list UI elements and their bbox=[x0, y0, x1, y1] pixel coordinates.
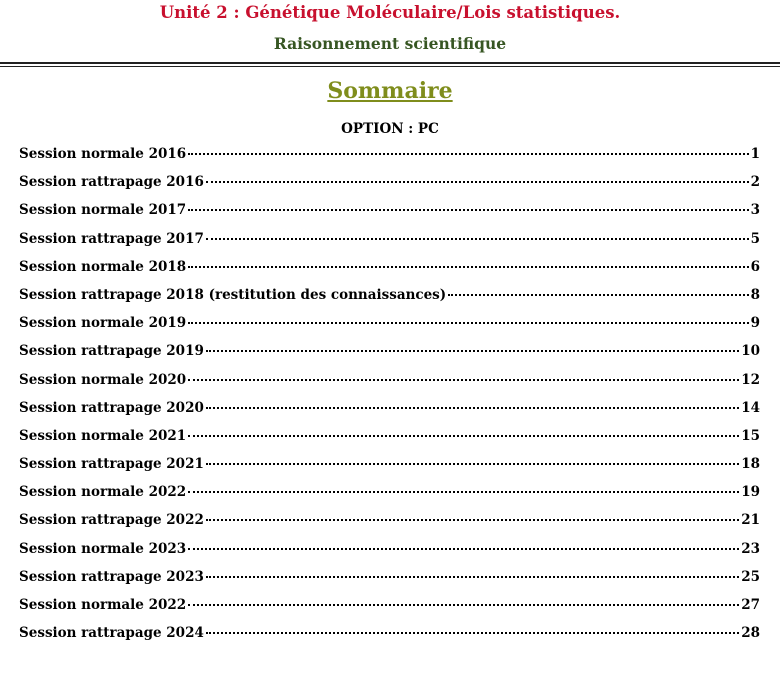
toc-entry-label: Session normale 2018 bbox=[19, 258, 187, 275]
toc-entry[interactable] bbox=[19, 456, 760, 484]
toc-dot-leader bbox=[188, 266, 748, 268]
toc-entry-label: Session rattrapage 2024 bbox=[19, 625, 204, 642]
toc-entry[interactable] bbox=[19, 146, 760, 174]
toc-entry[interactable] bbox=[19, 343, 760, 371]
toc-entry-label: Session rattrapage 2016 bbox=[19, 174, 204, 191]
option-label: OPTION : PC bbox=[341, 121, 439, 137]
header-divider-thin bbox=[0, 66, 780, 67]
toc-entry[interactable] bbox=[19, 569, 760, 597]
toc-entry-page-number: 1 bbox=[750, 146, 760, 162]
toc-entry[interactable] bbox=[19, 541, 760, 569]
summary-heading: Sommaire bbox=[327, 78, 453, 104]
toc-dot-leader bbox=[206, 350, 739, 352]
toc-entry-label: Session normale 2020 bbox=[19, 371, 187, 388]
toc-entry-page-number: 25 bbox=[741, 568, 760, 585]
toc-dot-leader bbox=[448, 294, 748, 296]
toc-dot-leader bbox=[206, 407, 739, 409]
toc-entry-label: Session normale 2023 bbox=[19, 540, 187, 557]
toc-dot-leader bbox=[206, 576, 739, 578]
toc-entry-label: Session normale 2017 bbox=[19, 202, 187, 219]
toc-dot-leader bbox=[188, 153, 748, 155]
toc-entry[interactable] bbox=[19, 372, 760, 400]
toc-entry-page-number: 27 bbox=[741, 597, 760, 613]
toc-entry[interactable] bbox=[19, 231, 760, 259]
toc-entry[interactable] bbox=[19, 259, 760, 287]
toc-entry-label: Session normale 2019 bbox=[19, 315, 187, 332]
toc-entry-page-number: 28 bbox=[741, 625, 760, 642]
toc-entry-page-number: 21 bbox=[741, 512, 760, 529]
toc-entry[interactable] bbox=[19, 597, 760, 625]
toc-dot-leader bbox=[188, 209, 748, 211]
document-title: Unité 2 : Génétique Moléculaire/Lois statistiques. bbox=[159, 3, 621, 22]
toc-entry[interactable] bbox=[19, 287, 760, 315]
header-divider-thick bbox=[0, 62, 780, 64]
toc-entry-label: Session rattrapage 2018 (restitution des connaissances) bbox=[19, 286, 447, 303]
toc-entry[interactable] bbox=[19, 315, 760, 343]
toc-entry[interactable] bbox=[19, 428, 760, 456]
toc-entry[interactable] bbox=[19, 625, 760, 653]
toc-entry-label: Session normale 2022 bbox=[19, 597, 187, 613]
toc-dot-leader bbox=[188, 548, 739, 550]
toc-entry[interactable] bbox=[19, 400, 760, 428]
toc-entry-label: Session normale 2016 bbox=[19, 146, 187, 162]
toc-entry-label: Session rattrapage 2017 bbox=[19, 230, 204, 247]
toc-entry-label: Session rattrapage 2020 bbox=[19, 399, 204, 416]
toc-entry-label: Session rattrapage 2019 bbox=[19, 343, 204, 360]
toc-entry-label: Session rattrapage 2023 bbox=[19, 568, 204, 585]
toc-entry-page-number: 2 bbox=[750, 174, 760, 191]
toc-dot-leader bbox=[188, 322, 748, 324]
toc-dot-leader bbox=[188, 491, 739, 493]
toc-entry-label: Session rattrapage 2022 bbox=[19, 512, 204, 529]
toc-entry-page-number: 6 bbox=[750, 258, 760, 275]
toc-entry-page-number: 12 bbox=[741, 371, 760, 388]
toc-dot-leader bbox=[206, 181, 749, 183]
toc-dot-leader bbox=[206, 632, 739, 634]
toc-entry-page-number: 9 bbox=[750, 315, 760, 332]
toc-entry[interactable] bbox=[19, 202, 760, 230]
toc-entry[interactable] bbox=[19, 512, 760, 540]
toc-dot-leader bbox=[188, 435, 739, 437]
toc-entry-page-number: 8 bbox=[750, 286, 760, 303]
toc-entry-label: Session normale 2022 bbox=[19, 484, 187, 501]
toc-entry-page-number: 18 bbox=[741, 456, 760, 473]
toc-entry-page-number: 15 bbox=[741, 427, 760, 444]
toc-dot-leader bbox=[188, 379, 739, 381]
toc-entry-page-number: 5 bbox=[750, 230, 760, 247]
toc-dot-leader bbox=[206, 238, 749, 240]
toc-entry-page-number: 19 bbox=[741, 484, 760, 501]
toc-dot-leader bbox=[206, 463, 739, 465]
toc-entry-page-number: 3 bbox=[750, 202, 760, 219]
toc-entry-label: Session rattrapage 2021 bbox=[19, 456, 204, 473]
document-subtitle: Raisonnement scientifique bbox=[273, 34, 507, 53]
toc-entry-label: Session normale 2021 bbox=[19, 427, 187, 444]
toc-entry-page-number: 10 bbox=[741, 343, 760, 360]
toc-entry-page-number: 14 bbox=[741, 399, 760, 416]
toc-dot-leader bbox=[188, 604, 739, 606]
table-of-contents bbox=[19, 146, 760, 653]
toc-dot-leader bbox=[206, 519, 739, 521]
toc-entry[interactable] bbox=[19, 174, 760, 202]
toc-entry-page-number: 23 bbox=[741, 540, 760, 557]
toc-entry[interactable] bbox=[19, 484, 760, 512]
